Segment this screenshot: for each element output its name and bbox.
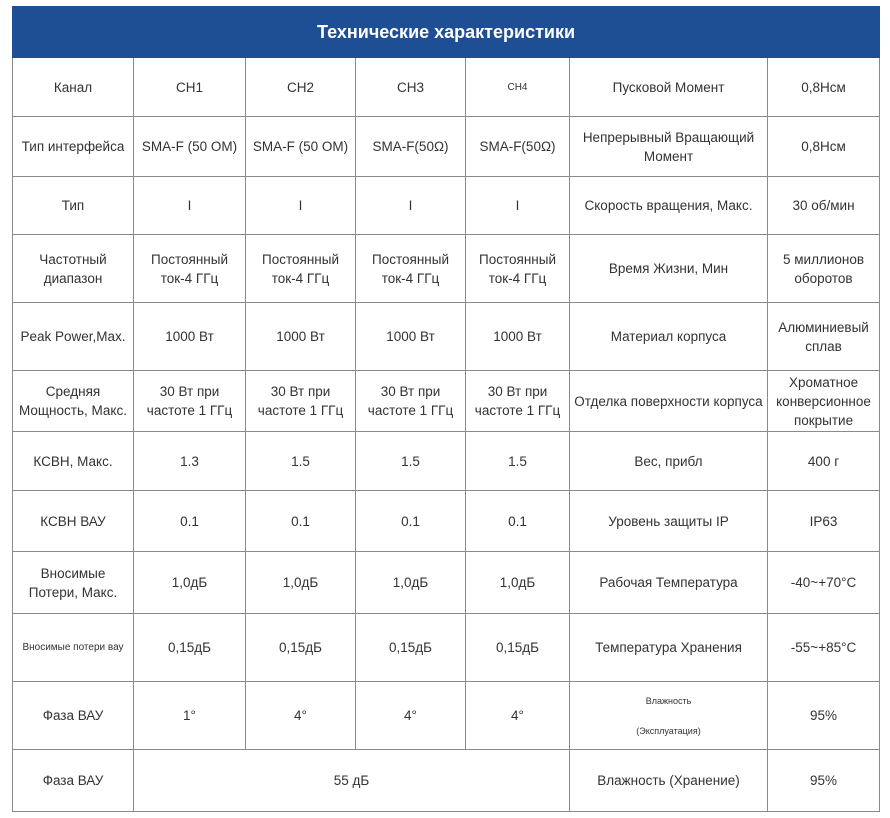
ch1-cell: I bbox=[134, 177, 246, 235]
param-label: Уровень защиты IP bbox=[570, 491, 768, 552]
param-value: Алюминиевый сплав bbox=[768, 303, 880, 371]
param-value: 0,8Нсм bbox=[768, 117, 880, 177]
param-value: 95% bbox=[768, 682, 880, 750]
table-row bbox=[13, 177, 880, 235]
row-label: Тип интерфейса bbox=[13, 117, 134, 177]
spec-table-container bbox=[12, 6, 880, 812]
humidity-operation-label: (Эксплуатация) bbox=[636, 725, 701, 736]
ch3-cell: 1.5 bbox=[356, 432, 466, 491]
row-label: Фаза ВАУ bbox=[13, 682, 134, 750]
table-row bbox=[13, 371, 880, 432]
ch4-cell: 0.1 bbox=[466, 491, 570, 552]
ch3-cell: Постоянный ток-4 ГГц bbox=[356, 235, 466, 303]
param-label bbox=[570, 682, 768, 750]
ch4-cell: CH4 bbox=[466, 58, 570, 117]
ch4-cell: 1000 Вт bbox=[466, 303, 570, 371]
param-label: Температура Хранения bbox=[570, 614, 768, 682]
table-row bbox=[13, 552, 880, 614]
param-value: 95% bbox=[768, 750, 880, 812]
param-label: Рабочая Температура bbox=[570, 552, 768, 614]
ch1-cell: 1000 Вт bbox=[134, 303, 246, 371]
param-value: 30 об/мин bbox=[768, 177, 880, 235]
row-label: КСВН, Макс. bbox=[13, 432, 134, 491]
table-row bbox=[13, 58, 880, 117]
ch1-cell: CH1 bbox=[134, 58, 246, 117]
ch4-cell: I bbox=[466, 177, 570, 235]
ch1-cell: 0,15дБ bbox=[134, 614, 246, 682]
ch4-cell: Постоянный ток-4 ГГц bbox=[466, 235, 570, 303]
row-label: Вносимые потери вау bbox=[13, 614, 134, 682]
ch3-cell: 30 Вт при частоте 1 ГГц bbox=[356, 371, 466, 432]
param-label: Вес, прибл bbox=[570, 432, 768, 491]
param-value: 5 миллионов оборотов bbox=[768, 235, 880, 303]
param-label: Время Жизни, Мин bbox=[570, 235, 768, 303]
ch3-cell: 1,0дБ bbox=[356, 552, 466, 614]
param-label: Пусковой Момент bbox=[570, 58, 768, 117]
row-label: КСВН ВАУ bbox=[13, 491, 134, 552]
ch3-cell: 1000 Вт bbox=[356, 303, 466, 371]
ch2-cell: 0,15дБ bbox=[246, 614, 356, 682]
row-label: Частотный диапазон bbox=[13, 235, 134, 303]
ch2-cell: CH2 bbox=[246, 58, 356, 117]
table-row bbox=[13, 432, 880, 491]
param-value: IP63 bbox=[768, 491, 880, 552]
table-row bbox=[13, 235, 880, 303]
table-row bbox=[13, 682, 880, 750]
row-label: Тип bbox=[13, 177, 134, 235]
ch1-cell: 1,0дБ bbox=[134, 552, 246, 614]
table-row bbox=[13, 750, 880, 812]
param-value: 0,8Нсм bbox=[768, 58, 880, 117]
ch4-cell: 1.5 bbox=[466, 432, 570, 491]
ch1-cell: 0.1 bbox=[134, 491, 246, 552]
param-label: Непрерывный Вращающий Момент bbox=[570, 117, 768, 177]
row-label: Средняя Мощность, Макс. bbox=[13, 371, 134, 432]
ch1-cell: 30 Вт при частоте 1 ГГц bbox=[134, 371, 246, 432]
ch1-cell: Постоянный ток-4 ГГц bbox=[134, 235, 246, 303]
ch4-cell: 0,15дБ bbox=[466, 614, 570, 682]
ch2-cell: 4° bbox=[246, 682, 356, 750]
ch4-cell: 1,0дБ bbox=[466, 552, 570, 614]
param-label: Материал корпуса bbox=[570, 303, 768, 371]
ch4-cell: SMA-F(50Ω) bbox=[466, 117, 570, 177]
param-value: 400 г bbox=[768, 432, 880, 491]
ch2-cell: 1,0дБ bbox=[246, 552, 356, 614]
row-label: Фаза ВАУ bbox=[13, 750, 134, 812]
param-label: Скорость вращения, Макс. bbox=[570, 177, 768, 235]
ch2-cell: SMA-F (50 OM) bbox=[246, 117, 356, 177]
ch4-cell: 4° bbox=[466, 682, 570, 750]
ch2-cell: 30 Вт при частоте 1 ГГц bbox=[246, 371, 356, 432]
row-label: Вносимые Потери, Макс. bbox=[13, 552, 134, 614]
table-row bbox=[13, 117, 880, 177]
table-row bbox=[13, 614, 880, 682]
param-value: -55~+85°C bbox=[768, 614, 880, 682]
ch4-cell: 30 Вт при частоте 1 ГГц bbox=[466, 371, 570, 432]
ch3-cell: 4° bbox=[356, 682, 466, 750]
row-label: Канал bbox=[13, 58, 134, 117]
ch3-cell: 0.1 bbox=[356, 491, 466, 552]
table-title: Технические характеристики bbox=[13, 7, 880, 58]
ch3-cell: SMA-F(50Ω) bbox=[356, 117, 466, 177]
ch2-cell: Постоянный ток-4 ГГц bbox=[246, 235, 356, 303]
header-row bbox=[13, 7, 880, 58]
ch3-cell: CH3 bbox=[356, 58, 466, 117]
ch1-cell: 1° bbox=[134, 682, 246, 750]
row-label: Peak Power,Max. bbox=[13, 303, 134, 371]
param-value: -40~+70°C bbox=[768, 552, 880, 614]
humidity-label: Влажность bbox=[645, 695, 692, 706]
ch2-cell: 1.5 bbox=[246, 432, 356, 491]
ch2-cell: 0.1 bbox=[246, 491, 356, 552]
table-row bbox=[13, 491, 880, 552]
param-label: Влажность (Хранение) bbox=[570, 750, 768, 812]
ch3-cell: I bbox=[356, 177, 466, 235]
ch1-cell: 1.3 bbox=[134, 432, 246, 491]
merged-channel-cell: 55 дБ bbox=[134, 750, 570, 812]
ch3-cell: 0,15дБ bbox=[356, 614, 466, 682]
ch1-cell: SMA-F (50 OM) bbox=[134, 117, 246, 177]
table-row bbox=[13, 303, 880, 371]
spec-table bbox=[12, 6, 880, 812]
ch2-cell: I bbox=[246, 177, 356, 235]
param-label: Отделка поверхности корпуса bbox=[570, 371, 768, 432]
param-value: Хроматное конверсионное покрытие bbox=[768, 371, 880, 432]
ch2-cell: 1000 Вт bbox=[246, 303, 356, 371]
